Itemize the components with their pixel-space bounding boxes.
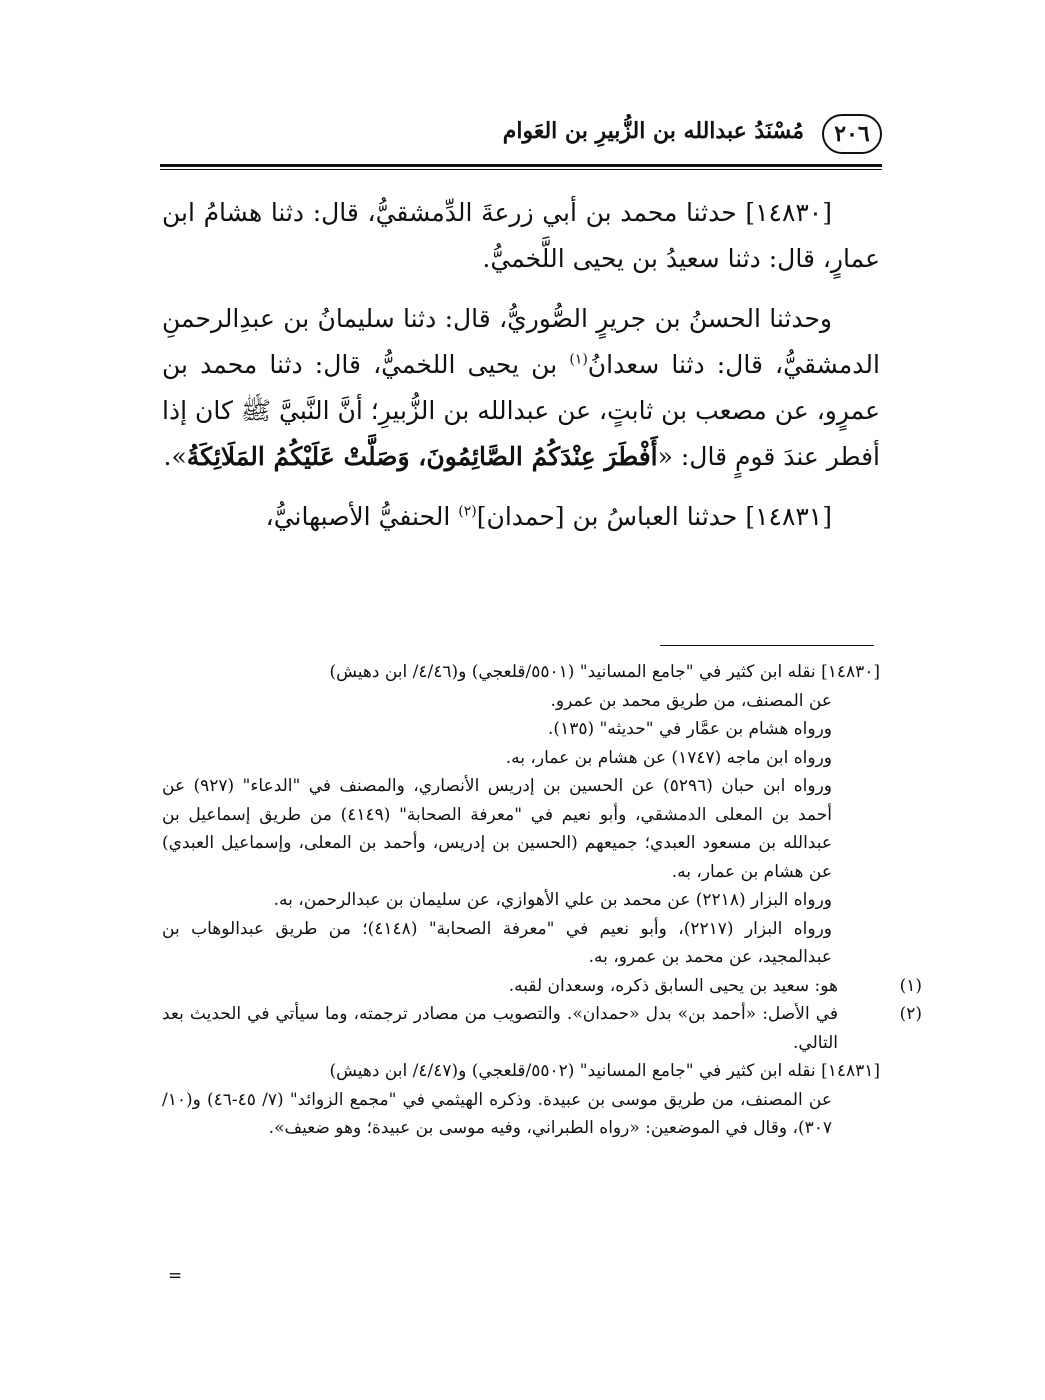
- hadith-14830: [١٤٨٣٠] حدثنا محمد بن أبي زرعةَ الدِّمشقيُّ، قال: دثنا هشامُ ابن عمارٍ، قال: دثنا سعيدُ بن يحيى اللَّخميُّ.: [162, 198, 880, 273]
- footnote-2: (٢)في الأصل: «أحمد بن» بدل «حمدان». والتصويب من مصادر ترجمته، وما سيأتي في الحديث بعد التالي.: [162, 1000, 880, 1057]
- header-rule-thick: [160, 164, 882, 167]
- footnote-ref-1[interactable]: (١): [569, 351, 588, 368]
- hadith-14831: [١٤٨٣١] حدثنا العباسُ بن [حمدان]$^{(٢)}$ الحنفيُّ الأصبهانيُّ،: [265, 502, 832, 531]
- running-title: مُسْنَدُ عبدالله بن الزُّبيرِ بن العَوام: [502, 118, 804, 144]
- hadith-matn: أَفْطَرَ عِنْدَكُمُ الصَّائِمُونَ، وَصَلَّتْ عَلَيْكُمُ المَلَائِكَةُ: [186, 442, 658, 471]
- takhrij-line: ورواه البزار (٢٢١٧)، وأبو نعيم في "معرفة الصحابة" (٤١٤٨)؛ من طريق عبدالوهاب بن عبدالمجيد، عن محمد بن عمرو، به.: [162, 918, 832, 967]
- footnote-1-number: (١): [899, 975, 922, 996]
- hadith-14830-second-chain: وحدثنا الحسنُ بن جريرٍ الصُّوريُّ، قال: دثنا سليمانُ بن عبدِالرحمنِ الدمشقيُّ، قال: دثنا سعدانُ$^{(١)}$ بن يحيى اللخميُّ، قال: دثنا محمد بن عمرٍو، عن مصعب بن ثابتٍ، عن عبدالله بن الزُّبيرِ؛ أنَّ النَّبيَّ ﷺ كان إذا أفطر عندَ قومٍ قال: «أَفْطَرَ عِنْدَكُمُ الصَّائِمُونَ، وَصَلَّتْ عَلَيْكُمُ المَلَائِكَةُ».: [162, 304, 880, 471]
- page-header: [160, 110, 882, 166]
- main-text: [162, 190, 880, 554]
- takhrij-line: ورواه البزار (٢٢١٨) عن محمد بن علي الأهوازي، عن سليمان بن عبدالرحمن، به.: [273, 890, 832, 910]
- footnote-1: (١)هو: سعيد بن يحيى السابق ذكره، وسعدان لقبه.: [162, 972, 880, 1001]
- takhrij-line: ورواه هشام بن عمَّار في "حديثه" (١٣٥).: [548, 719, 832, 739]
- footnote-separator: [660, 645, 874, 646]
- takhrij-line: ورواه ابن ماجه (١٧٤٧) عن هشام بن عمار، به.: [505, 747, 832, 768]
- footnote-ref-2[interactable]: (٢): [458, 503, 477, 520]
- page-number: ٢٠٦: [822, 114, 882, 154]
- takhrij-14831-head: [١٤٨٣١] نقله ابن كثير في "جامع المسانيد" (٥٥٠٢/قلعجي) و(٤/٤٧/ ابن دهيش): [329, 1061, 880, 1081]
- header-rule-thin: [160, 169, 882, 170]
- takhrij-line: ورواه ابن حبان (٥٢٩٦) عن الحسين بن إدريس الأنصاري، والمصنف في "الدعاء" (٩٢٧) عن أحمد بن المعلى الدمشقي، وأبو نعيم في "معرفة الصحابة" (٤١٤٩) من طريق إسماعيل بن عبدالله بن مسعود العبدي؛ جميعهم (الحسين بن إدريس، وأحمد بن المعلى، وإسماعيل العبدي) عن هشام بن عمار، به.: [162, 776, 832, 882]
- takhrij-14830-head: [١٤٨٣٠] نقله ابن كثير في "جامع المسانيد" (٥٥٠١/قلعجي) و(٤/٤٦/ ابن دهيش): [329, 662, 880, 682]
- footnote-2-number: (٢): [899, 1004, 922, 1024]
- takhrij-line: عن المصنف، من طريق موسى بن عبيدة. وذكره الهيثمي في "مجمع الزوائد" (٧/ ٤٥-٤٦) و(١٠/ ٣٠٧)، وقال في الموضعين: «رواه الطبراني، وفيه موسى بن عبيدة؛ وهو ضعيف».: [162, 1089, 832, 1138]
- continuation-mark: =: [168, 1266, 183, 1286]
- takhrij-line: عن المصنف، من طريق محمد بن عمرو.: [550, 690, 832, 711]
- footnotes: [162, 658, 922, 1143]
